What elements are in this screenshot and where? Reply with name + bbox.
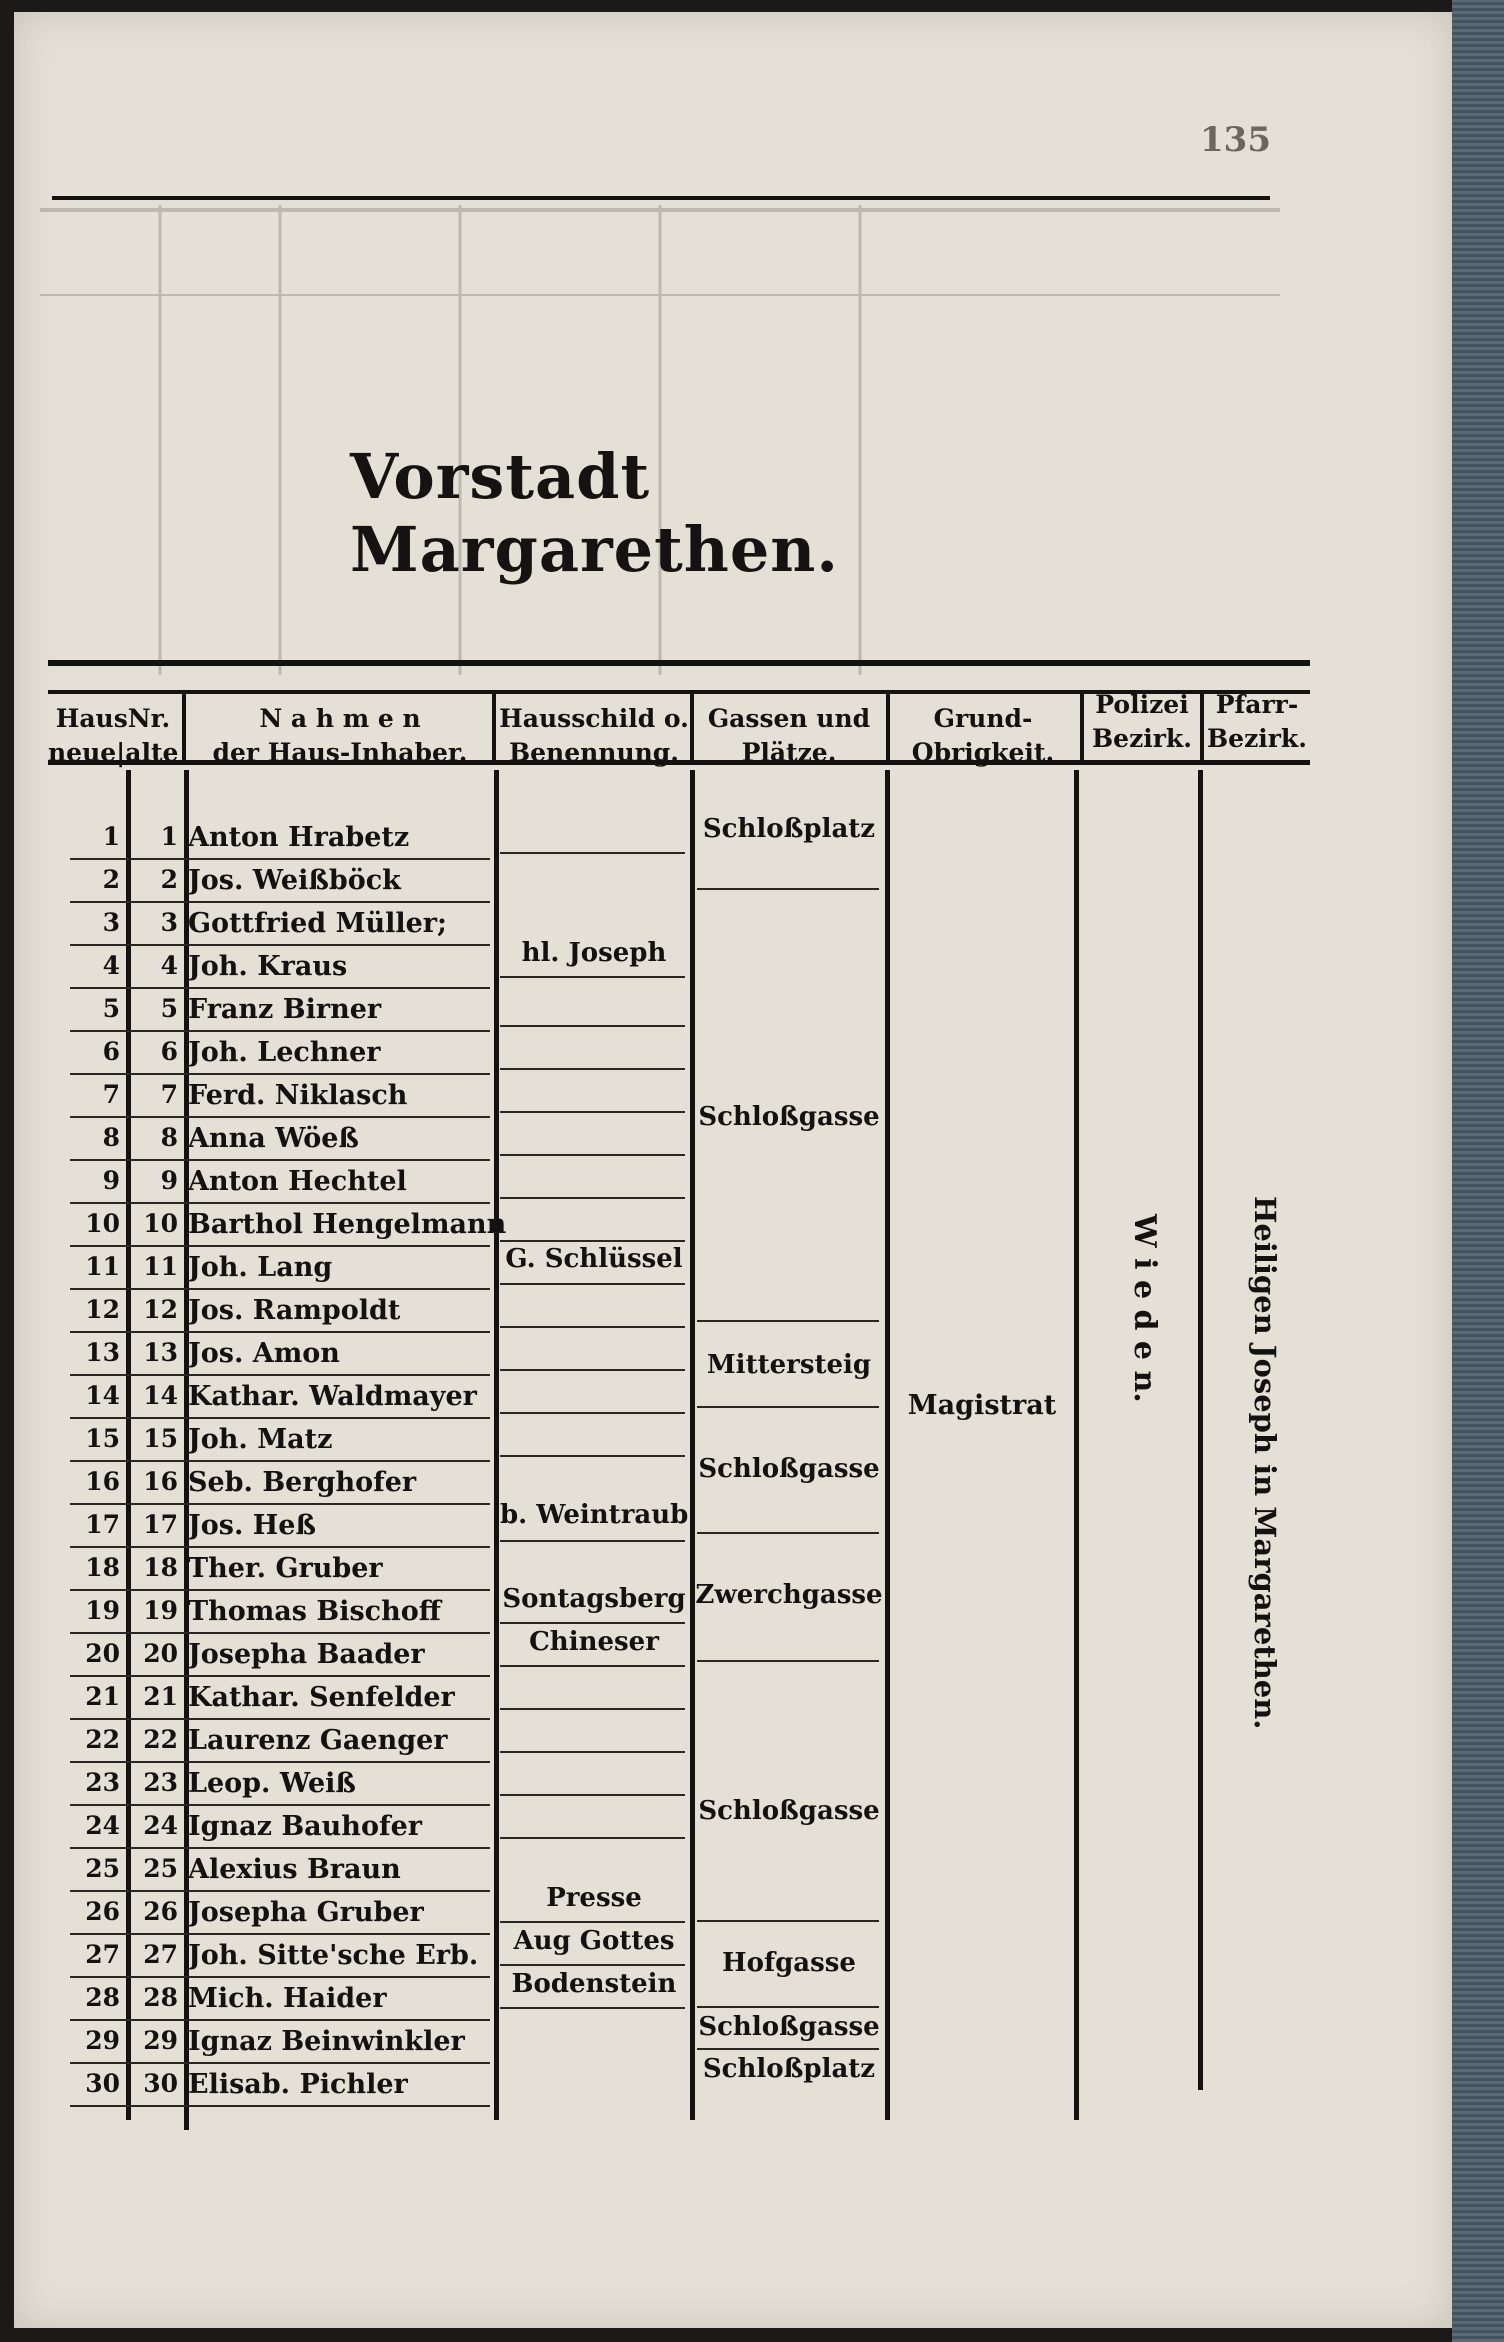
row-rule	[70, 1245, 490, 1247]
owner-name: Joh. Kraus	[188, 951, 348, 982]
owner-name: Anna Wöeß	[188, 1123, 359, 1154]
row-rule	[70, 1417, 490, 1419]
cell-rule	[500, 1708, 685, 1710]
row-rule	[70, 1890, 490, 1892]
cell-rule	[500, 1665, 685, 1667]
cell-rule	[500, 1111, 685, 1113]
street-schlossplatz: Schloßplatz	[702, 814, 876, 844]
old-house-number: 12	[143, 1295, 178, 1324]
row-rule	[70, 1202, 490, 1204]
new-house-number: 26	[85, 1897, 120, 1926]
new-house-number: 24	[85, 1811, 120, 1840]
old-house-number: 24	[143, 1811, 178, 1840]
row-rule	[70, 2062, 490, 2064]
street-rule	[697, 1660, 879, 1662]
sign-r11: G. Schlüssel	[505, 1244, 683, 1274]
old-house-number: 22	[143, 1725, 178, 1754]
book-spine	[1452, 0, 1504, 2342]
sign-r17: b. Weintraub	[500, 1500, 689, 1530]
owner-name: Jos. Amon	[188, 1338, 340, 1369]
new-house-number: 5	[102, 994, 120, 1023]
new-house-number: 27	[85, 1940, 120, 1969]
row-rule	[70, 1460, 490, 1462]
old-house-number: 29	[143, 2026, 178, 2055]
owner-name: Leop. Weiß	[188, 1768, 356, 1799]
new-house-number: 4	[102, 951, 120, 980]
header-sep	[492, 694, 496, 764]
street-rule	[697, 888, 879, 890]
owner-name: Alexius Braun	[188, 1854, 401, 1885]
old-house-number: 7	[160, 1080, 178, 1109]
cell-rule	[500, 976, 685, 978]
header-sep	[1200, 694, 1204, 764]
old-house-number: 28	[143, 1983, 178, 2012]
cell-rule	[500, 1369, 685, 1371]
owner-name: Anton Hrabetz	[188, 822, 410, 853]
row-rule	[70, 1804, 490, 1806]
cell-rule	[500, 1622, 685, 1624]
street-rule	[697, 1532, 879, 1534]
street-rule	[697, 1920, 879, 1922]
row-rule	[70, 987, 490, 989]
cell-rule	[500, 1068, 685, 1070]
street-schlossgasse-2: Schloßgasse	[698, 1454, 880, 1484]
new-house-number: 16	[85, 1467, 120, 1496]
old-house-number: 10	[143, 1209, 178, 1238]
owner-name: Josepha Gruber	[188, 1897, 424, 1928]
cell-rule	[500, 1455, 685, 1457]
row-rule	[70, 1159, 490, 1161]
owner-name: Jos. Heß	[188, 1510, 316, 1541]
cell-rule	[500, 1154, 685, 1156]
owner-name: Ignaz Beinwinkler	[188, 2026, 465, 2057]
street-schlossplatz-2: Schloßplatz	[702, 2054, 876, 2084]
row-rule	[70, 1632, 490, 1634]
new-house-number: 2	[102, 865, 120, 894]
row-rule	[70, 1331, 490, 1333]
owner-name: Thomas Bischoff	[188, 1596, 441, 1627]
owner-name: Kathar. Waldmayer	[188, 1381, 477, 1412]
row-rule	[70, 1847, 490, 1849]
header-sep	[886, 694, 890, 764]
owner-name: Joh. Lang	[188, 1252, 333, 1283]
header-sep	[690, 694, 694, 764]
owner-name: Seb. Berghofer	[188, 1467, 417, 1498]
old-house-number: 20	[143, 1639, 178, 1668]
header-gassen: Gassen und Plätze.	[707, 704, 871, 767]
new-house-number: 15	[85, 1424, 120, 1453]
header-top-rule	[48, 660, 1310, 666]
old-house-number: 8	[160, 1123, 178, 1152]
header-sep	[1080, 694, 1084, 764]
owner-name: Elisab. Pichler	[188, 2069, 408, 2100]
header-grundobrigkeit: Grund- Obrigkeit.	[911, 704, 1055, 767]
polizei-bezirk-value: W i e d e n.	[1127, 1214, 1162, 1403]
column-line	[690, 770, 695, 2120]
old-house-number: 21	[143, 1682, 178, 1711]
new-house-number: 8	[102, 1123, 120, 1152]
old-house-number: 3	[160, 908, 178, 937]
old-house-number: 2	[160, 865, 178, 894]
street-zwerchgasse: Zwerchgasse	[695, 1580, 883, 1610]
old-house-number: 1	[160, 822, 178, 851]
pfarr-bezirk-value: Heiligen Joseph in Margarethen.	[1248, 1196, 1282, 1730]
owner-name: Jos. Rampoldt	[188, 1295, 401, 1326]
row-rule	[70, 1761, 490, 1763]
old-house-number: 4	[160, 951, 178, 980]
page-number: 135	[1200, 120, 1271, 160]
row-rule	[70, 901, 490, 903]
old-house-number: 6	[160, 1037, 178, 1066]
sign-r27: Aug Gottes	[513, 1926, 675, 1956]
street-hofgasse: Hofgasse	[722, 1948, 856, 1978]
street-rule	[697, 2048, 879, 2050]
old-house-number: 16	[143, 1467, 178, 1496]
column-line	[494, 770, 499, 2120]
old-house-number: 27	[143, 1940, 178, 1969]
old-house-number: 17	[143, 1510, 178, 1539]
row-rule	[70, 1288, 490, 1290]
cell-rule	[500, 1326, 685, 1328]
street-mittersteig: Mittersteig	[706, 1350, 872, 1380]
row-rule	[70, 1073, 490, 1075]
cell-rule	[500, 1025, 685, 1027]
new-house-number: 30	[85, 2069, 120, 2098]
cell-rule	[500, 1240, 685, 1242]
new-house-number: 29	[85, 2026, 120, 2055]
owner-name: Gottfried Müller;	[188, 908, 447, 939]
sign-r20: Chineser	[529, 1627, 659, 1657]
row-rule	[70, 1503, 490, 1505]
cell-rule	[500, 1794, 685, 1796]
new-house-number: 12	[85, 1295, 120, 1324]
cell-rule	[500, 1197, 685, 1199]
row-rule	[70, 2105, 490, 2107]
old-house-number: 15	[143, 1424, 178, 1453]
street-schlossgasse-4: Schloßgasse	[698, 2012, 880, 2042]
new-house-number: 7	[102, 1080, 120, 1109]
owner-name: Laurenz Gaenger	[188, 1725, 448, 1756]
owner-name: Ignaz Bauhofer	[188, 1811, 422, 1842]
new-house-number: 9	[102, 1166, 120, 1195]
owner-name: Joh. Lechner	[188, 1037, 381, 1068]
owner-name: Ferd. Niklasch	[188, 1080, 408, 1111]
sign-r26: Presse	[546, 1883, 642, 1913]
cell-rule	[500, 1412, 685, 1414]
row-rule	[70, 1030, 490, 1032]
new-house-number: 10	[85, 1209, 120, 1238]
street-rule	[697, 1320, 879, 1322]
new-house-number: 21	[85, 1682, 120, 1711]
street-schlossgasse-3: Schloßgasse	[698, 1796, 880, 1826]
street-rule	[697, 1406, 879, 1408]
column-line	[885, 770, 890, 2120]
owner-name: Anton Hechtel	[188, 1166, 407, 1197]
header-pfarr: Pfarr- Bezirk.	[1207, 690, 1307, 753]
owner-name: Joh. Sitte'sche Erb.	[188, 1940, 479, 1971]
old-house-number: 14	[143, 1381, 178, 1410]
owner-name: Jos. Weißböck	[188, 865, 401, 896]
owner-name: Josepha Baader	[188, 1639, 425, 1670]
row-rule	[70, 1675, 490, 1677]
row-rule	[70, 1976, 490, 1978]
new-house-number: 17	[85, 1510, 120, 1539]
new-house-number: 28	[85, 1983, 120, 2012]
row-rule	[70, 944, 490, 946]
old-house-number: 23	[143, 1768, 178, 1797]
owner-name: Kathar. Senfelder	[188, 1682, 455, 1713]
cell-rule	[500, 1540, 685, 1542]
header-haus-nr: HausNr. neue|alte	[48, 704, 179, 767]
street-rule	[697, 2006, 879, 2008]
sign-r28: Bodenstein	[511, 1969, 677, 1999]
column-line	[1074, 770, 1079, 2120]
cell-rule	[500, 852, 685, 854]
column-line	[1198, 770, 1203, 2090]
new-house-number: 11	[85, 1252, 120, 1281]
cell-rule	[500, 1837, 685, 1839]
new-house-number: 20	[85, 1639, 120, 1668]
new-house-number: 6	[102, 1037, 120, 1066]
old-house-number: 9	[160, 1166, 178, 1195]
row-rule	[70, 1546, 490, 1548]
new-house-number: 13	[85, 1338, 120, 1367]
row-rule	[70, 1589, 490, 1591]
header-hausschild: Hausschild o. Benennung.	[499, 704, 689, 767]
sign-r4: hl. Joseph	[521, 938, 667, 968]
new-house-number: 3	[102, 908, 120, 937]
owner-name: Mich. Haider	[188, 1983, 387, 2014]
row-rule	[70, 858, 490, 860]
owner-name: Joh. Matz	[188, 1424, 333, 1455]
old-house-number: 19	[143, 1596, 178, 1625]
old-house-number: 11	[143, 1252, 178, 1281]
new-house-number: 23	[85, 1768, 120, 1797]
cell-rule	[500, 1283, 685, 1285]
top-rule	[52, 196, 1270, 200]
new-house-number: 19	[85, 1596, 120, 1625]
owner-name: Ther. Gruber	[188, 1553, 383, 1584]
header-polizei: Polizei Bezirk.	[1092, 690, 1192, 753]
row-rule	[70, 1718, 490, 1720]
new-house-number: 25	[85, 1854, 120, 1883]
sign-r19: Sontagsberg	[502, 1584, 686, 1614]
old-house-number: 5	[160, 994, 178, 1023]
old-house-number: 18	[143, 1553, 178, 1582]
owner-name: Franz Birner	[188, 994, 382, 1025]
new-house-number: 18	[85, 1553, 120, 1582]
old-house-number: 30	[143, 2069, 178, 2098]
new-house-number: 22	[85, 1725, 120, 1754]
header-sep	[182, 694, 186, 764]
new-house-number: 1	[102, 822, 120, 851]
old-house-number: 13	[143, 1338, 178, 1367]
old-house-number: 26	[143, 1897, 178, 1926]
grundobrigkeit-value: Magistrat	[907, 1390, 1057, 1421]
page-title: Vorstadt Margarethen.	[350, 440, 839, 586]
old-house-number: 25	[143, 1854, 178, 1883]
cell-rule	[500, 1964, 685, 1966]
cell-rule	[500, 2007, 685, 2009]
row-rule	[70, 1374, 490, 1376]
street-schlossgasse: Schloßgasse	[698, 1102, 880, 1132]
header-nahmen: N a h m e n der Haus-Inhaber.	[212, 704, 468, 767]
owner-name: Barthol Hengelmann	[188, 1209, 507, 1240]
new-house-number: 14	[85, 1381, 120, 1410]
cell-rule	[500, 1921, 685, 1923]
cell-rule	[500, 1751, 685, 1753]
row-rule	[70, 1933, 490, 1935]
row-rule	[70, 2019, 490, 2021]
row-rule	[70, 1116, 490, 1118]
